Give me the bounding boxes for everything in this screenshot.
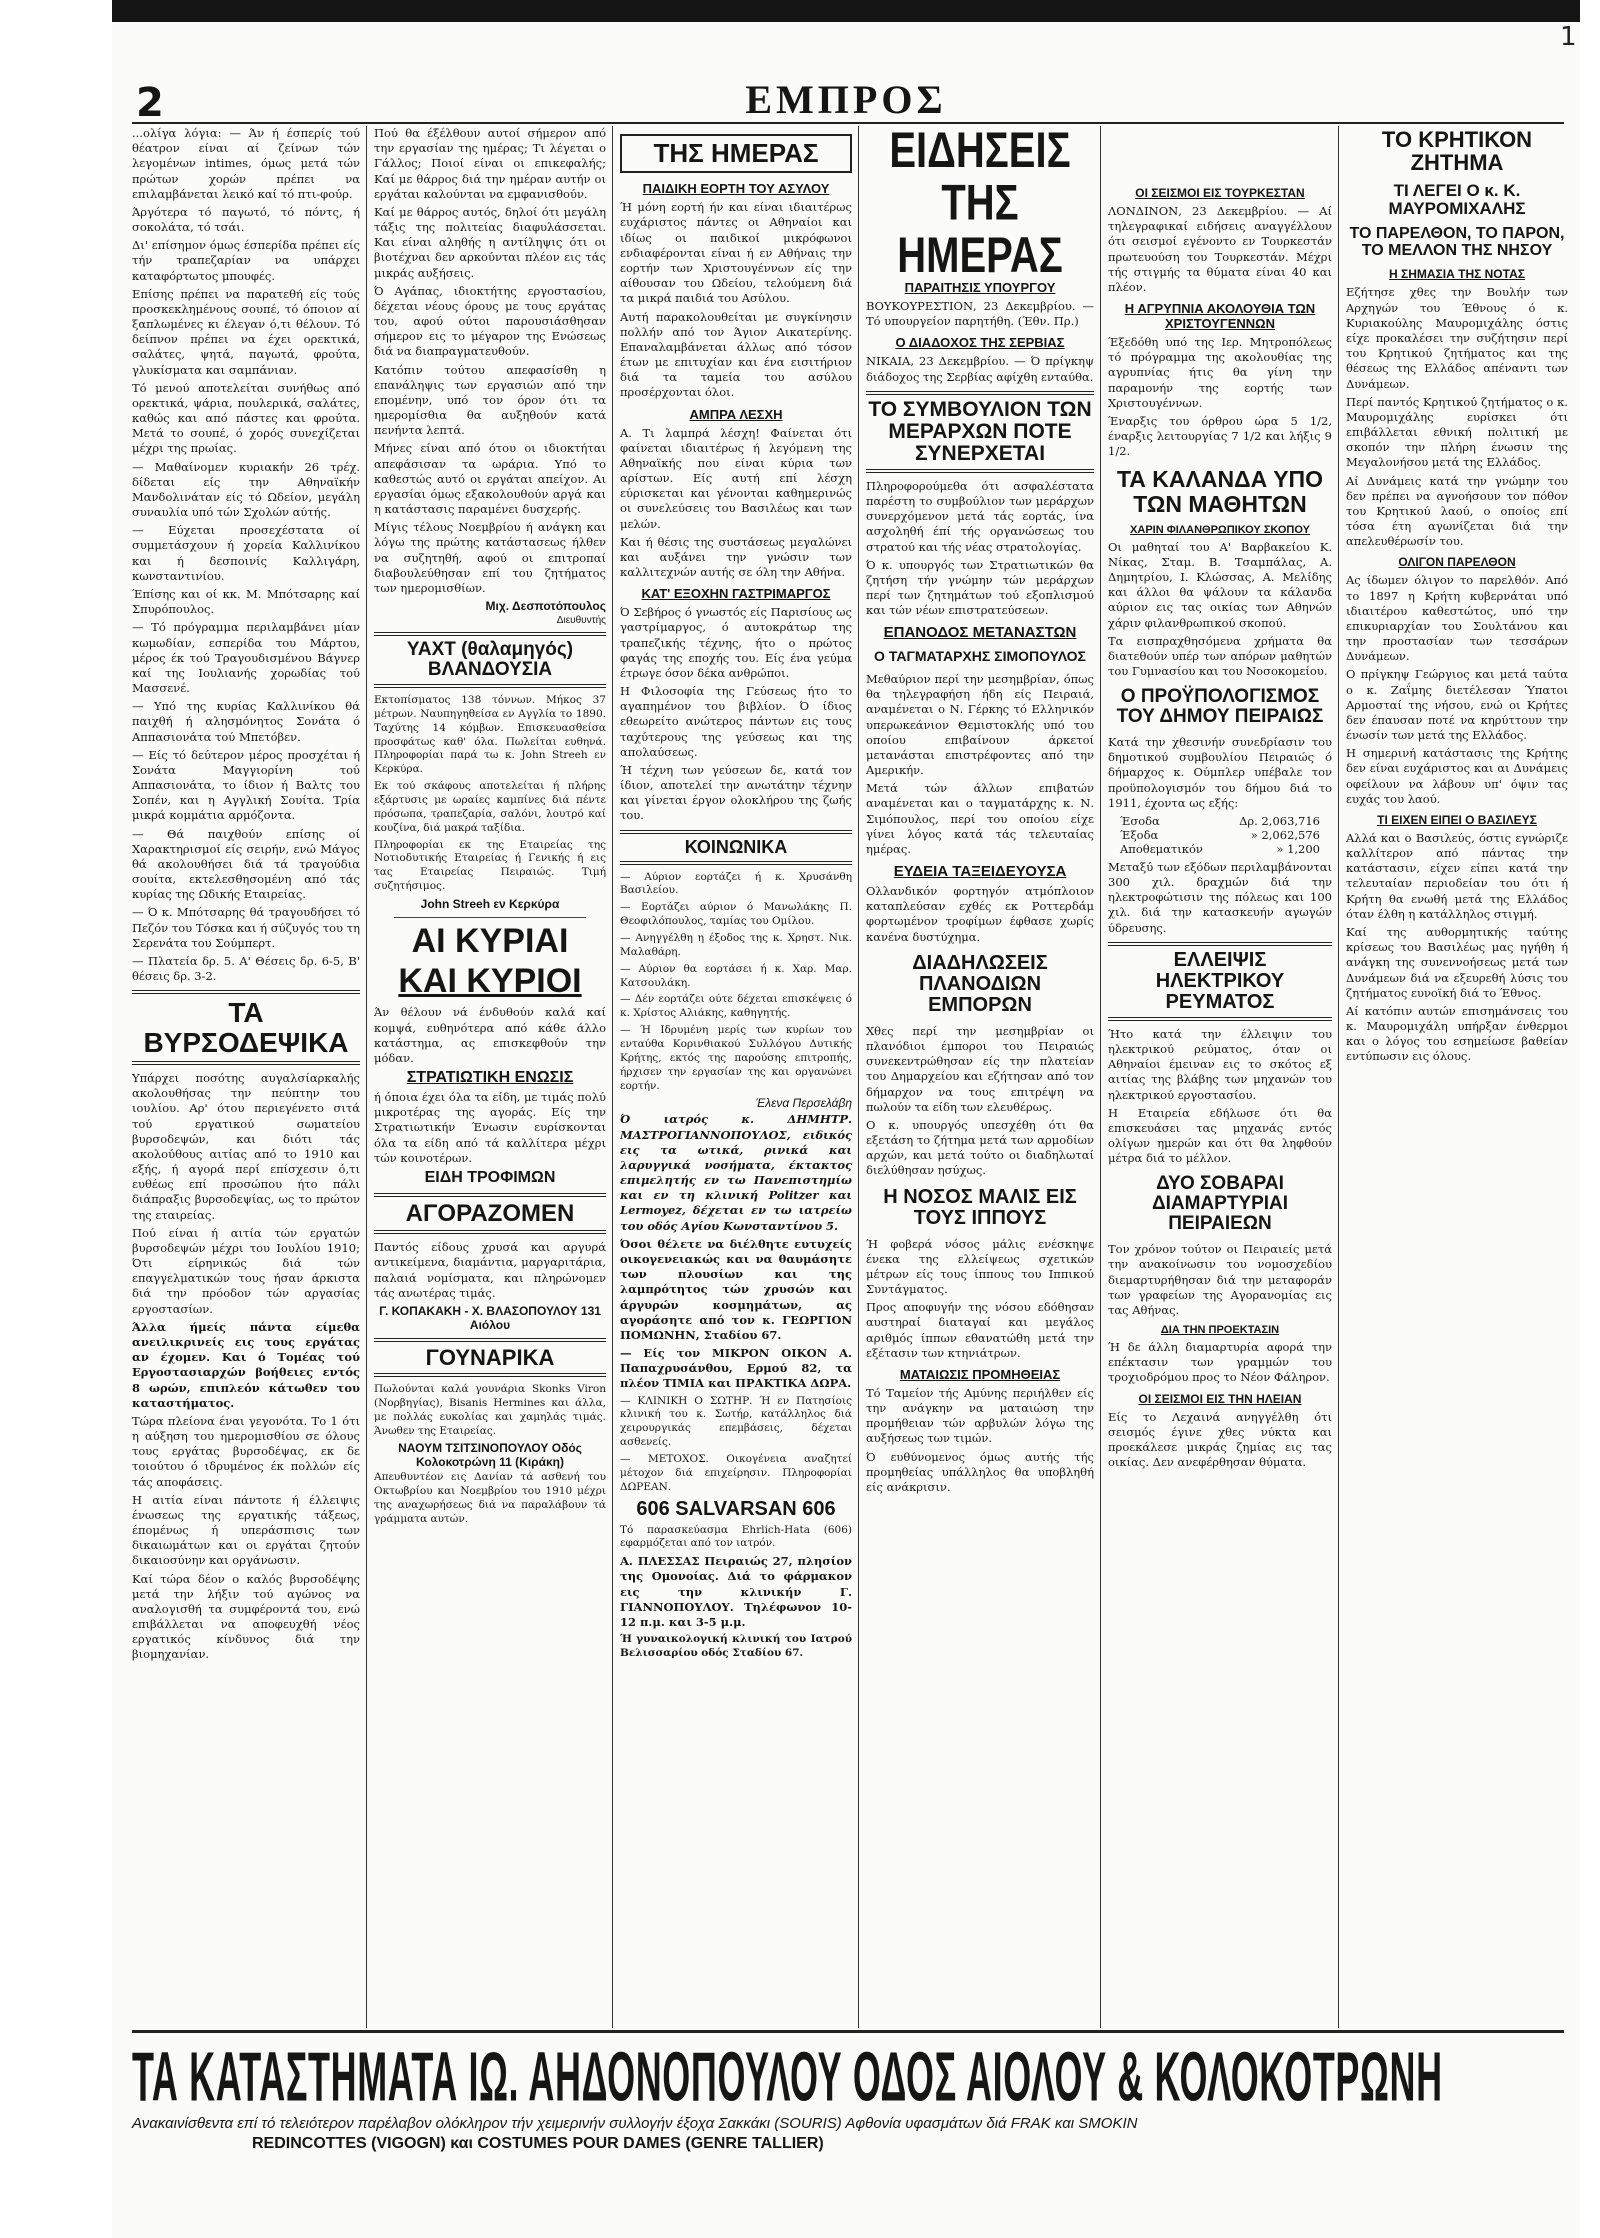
article-paragraph: Καί τώρα δέον ο καλός βυρσοδέψης μετά την λήξιν τού αγώνος να αναλογισθή τα συμφέροντά του, ενώ επιβάλλεται να αποφευχθή νέος εργατικός κίνδυνος διά την βιομηχανίαν.: [132, 1571, 360, 1662]
article-paragraph: Έξεδόθη υπό της Ιερ. Μητροπόλεως τό πρόγραμμα της ακολουθίας της αγρυπνίας ήτις θα γίνη την παραμονήν της εορτής των Χριστουγέννων.: [1108, 335, 1332, 410]
article-paragraph: Αλλά και ο Βασιλεύς, όστις εγνώριζε καλλίτερον από πάντας την κατάστασιν, είχεν είπει κατά την τελευταίαν περιοδείαν του ότι ή Κρήτη θα ενωθή μετά της Ελλάδος όταν έλθη η κατάλληλος στιγμή.: [1346, 830, 1568, 921]
ad-paragraph: Α. ΠΛΕΣΣΑΣ Πειραιώς 27, πλησίον της Ομονοίας. Διά το φάρμακον εις την κλινικήν Γ. ΓΙΑΝΝΟΠΟΥΛΟΥ. Τηλέφωνον 10-12 π.μ. και 3-5 μ.μ.: [620, 1554, 852, 1629]
article-paragraph: Ολλανδικόν φορτηγόν ατμόπλοιον καταπλεύσαν εχθές εκ Ροττερδάμ φορτωμένον τροφίμων έφθασε χωρίς κανένα δυστύχημα.: [866, 884, 1094, 944]
column-3: [620, 126, 852, 2028]
headline-gounarika: ΓΟΥΝΑΡΙΚΑ: [374, 1338, 606, 1377]
article-paragraph: — Θά παιχθούν επίσης οί Χαρακτηρισμοί είς σειρήν, ενώ Μάγος θά ακολουθήσει διά τά τραγούδια σουίτα, εκτελεσθησομένη από τάς κυρίας της Ωδικής Εταιρείας.: [132, 826, 360, 902]
ad-address: Γ. ΚΟΠΑΚΑΚΗ - Χ. ΒΛΑΣΟΠΟΥΛΟΥ 131 Αιόλου: [379, 1303, 601, 1332]
subheadline: ΑΜΠΡΑ ΛΕΣΧΗ: [689, 406, 783, 422]
headline-vyrsodepsika: ΤΑ ΒΥΡΣΟΔΕΨΙΚΑ: [132, 990, 360, 1065]
article-paragraph: Άργότερα τό παγωτό, τό πόντς, ή σοκολάτα, τό τσάι.: [132, 204, 360, 235]
article-paragraph: Ή μόνη εορτή ήν και είναι ιδιαιτέρως ευχάριστος πάντες οι Αθηναίοι και ιδίως οι παιδικοί μικρόφωνοι ενδιαφέρονται είναι ή εν Αθήναις την εορτήν των Χριστουγέννων είς την αίθουσαν του Ωδείου, τελούμενη διά τα μικρά παιδιά του Ασύλου.: [620, 200, 852, 306]
article-paragraph: Η αιτία είναι πάντοτε ή έλλειψις ένωσεως της εργατικής τάξεως, έπομένως ή υπεράσπισις των δικαιωμάτων και οι εργάται ζητούν δικαιοσύνην και οργάνωσιν.: [132, 1492, 360, 1568]
article-paragraph: Ό Αγάπας, ιδιοκτήτης εργοστασίου, δέχεται νέους όρους με τους εργάτας του, αφού ούτοι παρουσιάσθησαν σήμερον εις το μέγαρον της Ενώσεως διά να διαπραγματευθούν.: [374, 283, 606, 359]
newspaper-page: [112, 0, 1580, 2238]
headline-nosos: Η ΝΟΣΟΣ ΜΑΛΙΣ ΕΙΣ ΤΟΥΣ ΙΠΠΟΥΣ: [883, 1185, 1077, 1229]
section-title-eidiseis: ΕΙΔΗΣΕΙΣ ΤΗΣ ΗΜΕΡΑΣ: [889, 126, 1071, 283]
article-paragraph: Πληροφορούμεθα ότι ασφαλέστατα παρέστη το συμβούλιον των μεράρχων συνερχόμενον μετά τάς εορτάς, ίνα ασχοληθή έπί τής οργανώσεως του στρατού και τής νέας στρατολογίας.: [866, 478, 1094, 554]
subheadline: ΜΑΤΑΙΩΣΙΣ ΠΡΟΜΗΘΕΙΑΣ: [899, 1366, 1061, 1382]
column-divider: [1338, 126, 1339, 2028]
social-note: — Εορτάζει αύριον ό Μανωλάκης Π. Θεοφιλόπουλος, ταμίας του Ομίλου.: [620, 901, 852, 928]
ad-paragraph: Τό παρασκεύασμα Ehrlich-Hata (606) εφαρμόζεται από τον ιατρόν.: [620, 1523, 852, 1550]
headline-proypologismos: Ο ΠΡΟΫΠΟΛΟΓΙΣΜΟΣ ΤΟΥ ΔΗΜΟΥ ΠΕΙΡΑΙΩΣ: [1116, 686, 1324, 728]
article-paragraph: Ας ίδωμεν όλιγον το παρελθόν. Από το 1897 η Κρήτη κυβερνάται υπό ιδιαιτέρου καθεστώτος, υπό την επικυριαρχίαν του Σουλτάνου και την προστασίαν των τεσσάρων Δυνάμεων.: [1346, 573, 1568, 664]
headline-kyriai: ΑΙ ΚΥΡΙΑΙ: [411, 922, 569, 961]
ad-paragraph: Άν θέλουν νά ένδυθούν καλά καί κομψά, ευθηνότερα από κάθε άλλο κατάστημα, ας επισκεφθούν την μόδαν.: [374, 1005, 606, 1065]
headline-kalanda: ΤΑ ΚΑΛΑΝΔΑ ΥΠΟ ΤΩΝ ΜΑΘΗΤΩΝ: [1116, 466, 1324, 517]
article-paragraph: Ο πρίγκηψ Γεώργιος και μετά ταύτα ο κ. Ζαΐμης διετέλεσαν Ύπατοι Αρμοσταί της νήσου, ενώ οι Κρήτες δεν έπαυσαν ποτέ να κηρύττουν την ένωσίν των μετά της Ελλάδος.: [1346, 667, 1568, 743]
budget-row: [1108, 828, 1332, 842]
article-paragraph: Καί με θάρρος αυτός, δηλοί ότι μεγάλη τάξις της πολιτείας διαφυλάσσεται. Και είναι αληθής η αντίληψις ότι οι βιοτέχναι δεν αρκούνται πλέον εις τάς μικράς αυξήσεις.: [374, 204, 606, 280]
article-paragraph: Ή δε άλλη διαμαρτυρία αφορά την επέκτασιν των γραμμών του τροχιοδρόμου προς το Νέον Φάληρον.: [1108, 1340, 1332, 1385]
budget-value: » 2,062,576: [1250, 827, 1320, 842]
article-paragraph: Καί της αυθορμητικής ταύτης κρίσεως του Βασιλέως μας ηγήθη ή ανάγκη της συνεννοήσεως μετά των Δυνάμεων διά να εξευρεθή λύσις του ζητήματος ευνοϊκή διά το Έθνος.: [1346, 925, 1568, 1000]
headline-yacht: ΥΑΧΤ (θαλαμηγός) ΒΛΑΝΔΟΥΣΙΑ: [374, 632, 606, 688]
subheadline: ΕΠΑΝΟΔΟΣ ΜΕΤΑΝΑΣΤΩΝ: [883, 624, 1077, 642]
column-2: [374, 126, 606, 2028]
news-item: ΒΟΥΚΟΥΡΕΣΤΙΟΝ, 23 Δεκεμβρίου. — Τό υπουργείον παρητήθη. (Έθν. Πρ.): [866, 299, 1094, 329]
headline-tagmatarchis: Ο ΤΑΓΜΑΤΑΡΧΗΣ ΣΙΜΟΠΟΥΛΟΣ: [874, 648, 1086, 665]
social-note: — Αύριον εορτάζει ή κ. Χρυσάνθη Βασιλείου.: [620, 870, 852, 897]
masthead: ΕΜΠΡΟΣ: [745, 77, 947, 122]
article-paragraph: Ή φοβερά νόσος μάλις ενέσκηψε ένεκα της ελλείψεως σχετικών μέτρων είς τους ίππους του Ιππικού Συντάγματος.: [866, 1236, 1094, 1297]
subheadline: ΔΙΑ ΤΗΝ ΠΡΟΕΚΤΑΣΙΝ: [1160, 1324, 1280, 1337]
footer-headline: ΤΑ ΚΑΤΑΣΤΗΜΑΤΑ ΙΩ. ΑΗΔΟΝΟΠΟΥΛΟΥ ΟΔΟΣ ΑΙΟΛΟΥ & ΚΟΛΟΚΟΤΡΩΝΗ: [132, 2038, 1443, 2117]
headline-ti-legei: ΤΙ ΛΕΓΕΙ Ο κ. Κ. ΜΑΥΡΟΜΙΧΑΛΗΣ: [1388, 181, 1526, 219]
article-paragraph: Μήνες είναι από ότου οι ιδιοκτήται απεφάσισαν τα ωράρια. Υπό το καθεστώς αυτό οι εργάται απείχον. Αι εργασίαι όμως εξακολουθούν αργά και η κατάστασις παραμένει δυσχερής.: [374, 441, 606, 517]
column-6: [1346, 126, 1568, 2028]
section-title-tis-imeras: ΤΗΣ ΗΜΕΡΑΣ: [620, 134, 852, 173]
social-note: — Δέν εορτάζει ούτε δέχεται επισκέψεις ό κ. Χρίστος Αλιάκης, καθηγητής.: [620, 993, 852, 1020]
article-paragraph: Ό κ. υπουργός των Στρατιωτικών θα ζητήση τήν γνώμην τών μεράρχων περί των ζητημάτων τού εξοπλισμού και τών νέων επιστρατεύσεων.: [866, 557, 1094, 618]
budget-label: Αποθεματικόν: [1120, 841, 1203, 856]
headline-symvoulion-merarchon: ΤΟ ΣΥΜΒΟΥΛΙΟΝ ΤΩΝ ΜΕΡΑΡΧΩΝ ΠΟΤΕ ΣΥΝΕΡΧΕΤΑΙ: [866, 391, 1094, 473]
headline-elleipsis: ΕΛΛΕΙΨΙΣ ΗΛΕΚΤΡΙΚΟΥ ΡΕΥΜΑΤΟΣ: [1108, 942, 1332, 1021]
headline-kyrioi: ΚΑΙ ΚΥΡΙΟΙ: [398, 961, 582, 1000]
article-paragraph: Μεθαύριον περί την μεσημβρίαν, όπως θα τηλεγραφήση ήδη είς Πειραιά, αναμένεται ο Ν. Γέρκης τό Ελληνικόν υπερωκεάνιον Θεμιστοκλής υπό του οποίου επιβαίνουν άρκετοί μετανάσται επιστρέφοντες από την Αμερικήν.: [866, 672, 1094, 778]
headline-agorazomen: ΑΓΟΡΑΖΟΜΕΝ: [374, 1193, 606, 1234]
article-paragraph: Ή τέχνη των γεύσεων δε, κατά τον ίδιον, αποτελεί την ανωτάτην τέχνην και γίνεται έργον ολοκλήρου της ζωής του.: [620, 762, 852, 823]
footer-text-line: REDINCOTTES (VIGOGN) και COSTUMES POUR DAMES (GENRE TALLIER): [252, 2135, 824, 2152]
subheadline: ΚΑΤ' ΕΞΟΧΗΝ ΓΑΣΤΡΙΜΑΡΓΟΣ: [641, 586, 831, 602]
headline-dyo-sovarai: ΔΥΟ ΣΟΒΑΡΑΙ ΔΙΑΜΑΡΤΥΡΙΑΙ ΠΕΙΡΑΙΕΩΝ: [1151, 1173, 1289, 1235]
ad-paragraph: Εκ τού σκάφους αποτελείται ή πλήρης εξάρτυσις με ωραίες καμπίνες διά πέντε πρόσωπα, τραπεζαρία, σαλόνι, λουτρό καί κουζίνα, διά μακρά ταξίδια.: [374, 780, 606, 834]
subheadline: ΠΑΡΑΙΤΗΣΙΣ ΥΠΟΥΡΓΟΥ: [904, 280, 1056, 295]
ad-paragraph: Ή γυναικολογική κλινική του Ιατρού Βελισσαρίου οδός Σταδίου 67.: [620, 1633, 852, 1659]
article-paragraph: Αί κατόπιν αυτών επισημάνσεις του κ. Μαυρομιχάλη υπήρξαν ένθερμοι και ο λόγος του εσημείωσε βαθείαν εντύπωσιν εις όλους.: [1346, 1003, 1568, 1064]
column-4: [866, 126, 1094, 2028]
article-paragraph: Επίσης πρέπει να παρατεθή είς τούς προσκεκλημένους σουπέ, τό όποιον αί ξαπλωμένες κι έλεγαν ό,τι θέλουν. Τό δείπνον πρέπει να έχει ορεκτικά, σαλάτες, ψητά, παγωτά, φρούτα, γλυκίσματα και σαμπάνιαν.: [132, 286, 360, 377]
article-paragraph: Α. Τι λαμπρά λέσχη! Φαίνεται ότι φαίνεται ιδιαιτέρως ή λεγόμενη της Αθηναϊκής που είναι κύρια των αρίστων. Είς αυτή επί λέσχη εύρισκεται και γένονται καθημερινώς οι συνελεύσεις του Βασιλέως και των μελών.: [620, 425, 852, 531]
subheadline: ΕΥΔΕΙΑ ΤΑΞΕΙΔΕΥΟΥΣΑ: [893, 863, 1067, 881]
article-paragraph: — Ό κ. Μπότσαρης θά τραγουδήσει τό Πεζόν του Τόσκα και ή σύζυγός του τη Σερενάτα του Σούμπερτ.: [132, 905, 360, 950]
column-divider: [1100, 126, 1101, 2028]
article-paragraph: Η Εταιρεία εδήλωσε ότι θα επισκευάσει τας μηχανάς εντός ολίγων ημερών και ότι θα ληφθούν μέτρα διά το μέλλον.: [1108, 1105, 1332, 1166]
subheadline: ΟΙ ΣΕΙΣΜΟΙ ΕΙΣ ΤΟΥΡΚΕΣΤΑΝ: [1135, 186, 1305, 200]
budget-value: » 1,200: [1276, 841, 1320, 856]
corner-mark: 1: [1560, 22, 1577, 52]
article-paragraph: Πού είναι ή αιτία τών εργατών βυρσοδεψών μέχρι του Ιουλίου 1910; Ότι είρηνικώς διά τών επαγγελματικών τους ήσαν άρκιστα διά την πρόοδον τών αργασίας εργοστασίων.: [132, 1225, 360, 1316]
article-paragraph: Μετά τών άλλων επιβατών αναμένεται και ο ταγματάρχης κ. Ν. Σιμόπουλος, περί του οποίου είχε γίνει λόγος κατά τάς τελευταίας ημέρας.: [866, 781, 1094, 856]
ad-paragraph: Ό ιατρός κ. ΔΗΜΗΤΡ. ΜΑΣΤΡΟΓΙΑΝΝΟΠΟΥΛΟΣ, ειδικός εις τα ωτικά, ρινικά και λαρυγγικά νοσήματα, έκτακτος επιμελητής εν τω Πανεπιστημίω και εν τη κλινική Politzer και Lermoyez, δέχεται εν τω ιατρείω του οδός Αγίου Κωνσταντίνου 5.: [620, 1112, 852, 1233]
ad-address: ΝΑΟΥΜ ΤΣΙΤΣΙΝΟΠΟΥΛΟΥ Οδός Κολοκοτρώνη 11 (Κιράκη): [398, 1441, 582, 1470]
social-note: — Ή Ιδρυμένη μερίς των κυρίων του ενταύθα Κορινθιακού Συλλόγου Δυτικής Κρήτης, εκτός της παρούσης επιτροπής, ήρχισεν την εργασίαν της και οργανώνει εορτήν.: [620, 1024, 852, 1092]
budget-label: Έσοδα: [1120, 813, 1160, 828]
ad-paragraph: — ΜΕΤΟΧΟΣ. Οικογένεια αναζητεί μέτοχον διά επιχείρησιν. Πληροφορίαι ΔΩΡΕΑΝ.: [620, 1452, 852, 1493]
ad-paragraph: — ΚΛΙΝΙΚΗ Ο ΣΩΤΗΡ. Ή εν Πατησίοις κλινική του κ. Σωτήρ, κατάλληλος διά χειρουργικάς επεμβάσεις, δέχεται ασθενείς.: [620, 1394, 852, 1449]
column-divider: [366, 126, 367, 2028]
news-item: ΛΟΝΔΙΝΟΝ, 23 Δεκεμβρίου. — Αί τηλεγραφικαί ειδήσεις αναγγέλλουν ότι σεισμοί εγένοντο εν Τουρκεστάν πρωτευούση του Τουρκεστάν. Μέχρι τής στιγμής τα θύματα είναι 40 και πλέον.: [1108, 204, 1332, 294]
article-paragraph: Άλλα ήμείς πάντα είμεθα ανειλικρινείς εις τους εργάτας αν έχομεν. Και ό Τομέας τού Εργοστασιαρχών βοήθειες εντός 8 ωρών, επιπλεόν κάτωθεν του καταστήματος.: [132, 1319, 360, 1410]
article-paragraph: Η σημερινή κατάστασις της Κρήτης δεν είναι ευχάριστος και αι Δυνάμεις οφείλουν να λάβουν υπ' όψιν τας ευχάς του λαού.: [1346, 746, 1568, 806]
article-paragraph: Έναρξις του όρθρου ώρα 5 1/2, έναρξις λειτουργίας 7 1/2 και λήξις 9 1/2.: [1108, 413, 1332, 459]
article-paragraph: Η Φιλοσοφία της Γεύσεως ήτο το αγαπημένον του βιβλίον. Ό ίδιος εθεωρείτο ανώτερος πάντων εις τους ταχύτερους της γεύσεως και της απολαύσεως.: [620, 684, 852, 759]
social-note: — Αύριον θα εορτάσει ή κ. Χαρ. Μαρ. Κατσουλάκη.: [620, 962, 852, 989]
article-paragraph: — Τό πρόγραμμα περιλαμβάνει μίαν κωμωδίαν, εσπερίδα του Μάρτου, μέρος έκ τού Τραγουδισμένου Βάγνερ καί της Ιουλιανής χορωδίας τού Μασσενέ.: [132, 620, 360, 696]
column-5: [1108, 126, 1332, 2028]
headline-salvarsan: 606 SALVARSAN 606: [636, 1497, 836, 1520]
article-paragraph: — Εύχεται προσεχέστατα οί συμμετάσχουν ή χορεία Καλλινίκου και ή δεσποινίς Καλλιγάρη, κωνσταντινίου.: [132, 523, 360, 583]
article-paragraph: Αυτή παρακολουθείται με συγκίνησιν πολλήν από τον Άγιον Αικατερίνης. Επαναλαμβάνεται άλλως από τόσον έτων με επιτυχίαν και ένα εισιτήριον διά τα ταμεία του ασύλου προσέρχονται όλοι.: [620, 309, 852, 400]
article-paragraph: Κατά την χθεσινήν συνεδρίασιν του δημοτικού συμβουλίου Πειραιώς ό δήμαρχος κ. Ούμπλερ υπέβαλε τον προϋπολογισμόν του δήμου διά το 1911, έχοντα ως εξής:: [1108, 735, 1332, 810]
budget-value: Δρ. 2,063,716: [1239, 813, 1320, 828]
article-paragraph: Ο κ. υπουργός υπεσχέθη ότι θα εξετάση το ζήτημα μετά των αρμοδίων αρχών, και μετά τούτο οι διαδηλωταί διελύθησαν ησύχως.: [866, 1117, 1094, 1178]
article-paragraph: — Πλατεία δρ. 5. Α' Θέσεις δρ. 6-5, Β' θέσεις δρ. 3-2.: [132, 953, 360, 984]
ad-paragraph: Παντός είδους χρυσά και αργυρά αντικείμενα, διαμάντια, μαργαριτάρια, παλαιά νομίσματα, και πληρώνομεν τάς ανωτέρας τιμάς.: [374, 1240, 606, 1300]
article-paragraph: Ό ευθύνομενος όμως αυτής τής προμηθείας υπάλληλος θα υποβληθή είς ανάκρισιν.: [866, 1449, 1094, 1494]
article-paragraph: — Υπό της κυρίας Καλλινίκου θά παιχθή ή αλησμόνητος Σονάτα ό Αππασιονάτα τού Μπετόβεν.: [132, 699, 360, 744]
headline-koinonika: ΚΟΙΝΩΝΙΚΑ: [620, 830, 852, 865]
article-paragraph: Ό Σεβήρος ό γνωστός είς Παρισίους ως γαστρίμαργος, ό αυτοκράτωρ της τραπεζικής τέχνης, ήτο ο πρώτος φαγάς της εποχής του. Είς ένα γεύμα έτρωγε όσον δέκα ανθρώποι.: [620, 605, 852, 680]
masthead-rule: [132, 122, 1564, 124]
budget-label: Έξοδα: [1120, 827, 1159, 842]
scan-top-border: [112, 0, 1580, 22]
ad-paragraph: — Είς τον ΜΙΚΡΟΝ ΟΙΚΟΝ Α. Παπαχρυσάνθου, Ερμού 82, τα πλέον ΤΙΜΙΑ και ΠΡΑΚΤΙΚΑ ΔΩΡΑ.: [620, 1346, 852, 1391]
footer-text-line: Ανακαινίσθεντα επί τό τελειότερον παρέλαβον ολόκληρον τήν χειμερινήν συλλογήν έξοχα Σακκάκι (SOURIS) Αφθονία υφασμάτων διά FRAK και SMOKIN: [132, 2115, 1138, 2132]
headline-kritikon: ΤΟ ΚΡΗΤΙΚΟΝ ΖΗΤΗΜΑ: [1381, 127, 1533, 176]
article-paragraph: Αί Δυνάμεις κατά την γνώμην του δεν πρέπει να αγνοήσουν τον πόθον του Κρητικού λαού, ο οποίος επί τόσα έτη αγωνίζεται διά την απελευθέρωσίν του.: [1346, 473, 1568, 549]
column-divider: [612, 126, 613, 2028]
article-paragraph: Τώρα πλείονα έναι γεγονότα. Το 1 ότι η αύξηση του ημερομισθίου σε όλους τους εργάτας βυρσοδέψας, εκ δε τοιούτου ό ιδρυμένος έκ πολλών είς τάς αποφάσεις.: [132, 1413, 360, 1489]
article-paragraph: Και ή θέσις της συστάσεως μεγαλώνει και αυξάνει την γνώσιν των καλλιτεχνών αυτής σε όλη την Αθήνα.: [620, 534, 852, 580]
social-note: — Ανηγγέλθη η έξοδος της κ. Χρηστ. Νικ. Μαλαθάρη.: [620, 931, 852, 958]
subheadline: Η ΑΓΡΥΠΝΙΑ ΑΚΟΛΟΥΘΙΑ ΤΩΝ ΧΡΙΣΤΟΥΓΕΝΝΩΝ: [1124, 301, 1316, 332]
page-number: 2: [136, 80, 164, 126]
article-paragraph: Έπίσης και οί κκ. Μ. Μπότσαρης καί Σπυρόπουλος.: [132, 586, 360, 617]
budget-row: [1108, 814, 1332, 828]
article-paragraph: Τα εισπραχθησόμενα χρήματα θα διατεθούν υπέρ των απόρων μαθητών του Γυμνασίου και του Νοσοκομείου.: [1108, 633, 1332, 679]
article-paragraph: Οι μαθηταί του Α' Βαρβακείου Κ. Νίκας, Σταμ. Β. Τσαμπάλας, Α. Δημητρίου, Ι. Κλώσσας, Α. Μελίδης και άλλοι θα ψάλουν τα κάλανδα αύριον εις τας οικίας των Αθηνών χάριν φιλανθρωπικού σκοπού.: [1108, 539, 1332, 630]
subheadline: Η ΣΗΜΑΣΙΑ ΤΗΣ ΝΟΤΑΣ: [1389, 267, 1525, 282]
article-paragraph: Εζήτησε χθες την Βουλήν των Αρχηγών του Έθνους ό κ. Κυριακούλης Μαυρομιχάλης όστις είχε προκαλέσει την συζήτησιν περί του Κρητικού ζητήματος και της θέσεως της Ελλάδος απέναντι των Δυνάμεων.: [1346, 285, 1568, 391]
headline-diadiloseis: ΔΙΑΔΗΛΩΣΕΙΣ ΠΛΑΝΟΔΙΩΝ ΕΜΠΟΡΩΝ: [912, 951, 1048, 1016]
signature: Μιχ. Δεσποτόπουλος: [485, 599, 606, 614]
ad-contact: John Streeh εν Κερκύρα: [420, 897, 560, 912]
subheadline: ΤΙ ΕΙΧΕΝ ΕΙΠΕΙ Ο ΒΑΣΙΛΕΥΣ: [1377, 812, 1537, 827]
article-paragraph: Μίγις τέλους Νοεμβρίου ή ανάγκη και λόγω της πρώτης κατάστασεως ήλθεν να συζητηθή, αφού οι επιτροπαί διαβουλεύθησαν επί του ζητήματος των ημερομισθίων.: [374, 520, 606, 595]
subheadline: ΟΙ ΣΕΙΣΜΟΙ ΕΙΣ ΤΗΝ ΗΛΕΙΑΝ: [1138, 1391, 1302, 1406]
column-divider: [858, 126, 859, 2028]
article-paragraph: Είς το Λεχαινά ανηγγέλθη ότι σεισμός έγινε χθες νύκτα και προεκάλεσε μικράς ζημίας εις τας οικίας. Δεν ανεφέρθησαν θύματα.: [1108, 1409, 1332, 1470]
headline-parelthon: ΤΟ ΠΑΡΕΛΘΟΝ, ΤΟ ΠΑΡΟΝ, ΤΟ ΜΕΛΛΟΝ ΤΗΣ ΝΗΣΟΥ: [1349, 224, 1565, 259]
subheadline: ΧΑΡΙΝ ΦΙΛΑΝΘΡΩΠΙΚΟΥ ΣΚΟΠΟΥ: [1130, 523, 1310, 536]
article-paragraph: Υπάρχει ποσότης αυγαλσίαρκαλής ακολουθήσας την πεύπτην του ιουλίου. Αρ' ότου περιεγένετο σιτά τού εργατικού σωματείου βυρσοδεψών, και διότι τάς ακολούθους αιτίας από το 1910 και εξής, ή αγορά περί επίσχεσιν ό,τι ευθέως επί προσώπου ήτο πάλι διάπραξις βυρσοδεψίας, ως το πρώτον της εταιρείας.: [132, 1071, 360, 1222]
article-paragraph: — Είς τό δεύτερον μέρος προσχέται ή Σονάτα Μαγγιορίνη τού Αππασιονάτα, το ίδιον ή Βαλτς του Σοπέν, και η Αγγλική Σουίτα. Τρία μικρά κομμάτια αρμόζοντα.: [132, 747, 360, 823]
subheadline: ΟΛΙΓΟΝ ΠΑΡΕΛΘΟΝ: [1398, 555, 1516, 570]
column-1: [132, 126, 360, 2028]
footer-advertisement: [132, 2030, 1564, 2153]
ad-paragraph: Όσοι θέλετε να διέλθητε ευτυχείς οικογενειακώς και να θαυμάσητε των πλουσίων και της λαμπρότητος τών χρυσών και άργυρών κοσμημάτων, ας αγοράσητε από τον κ. ΓΕΩΡΓΙΟΝ ΠΟΜΩΝΗΝ, Σταδίου 67.: [620, 1236, 852, 1342]
article-paragraph: Πού θα έξέλθουν αυτοί σήμερον από την εργασίαν της ημέρας; Τι λέγεται ο Γάλλος; Ποιοί είναι οι επικεφαλής; Καί με θάρρος διά την ημέραν αυτήν οι εργάται καλούνται να εμφανισθούν.: [374, 126, 606, 201]
article-paragraph: Δι' επίσημον όμως έσπερίδα πρέπει είς τήν τραπεζαρίαν να υπάρχει καταφόρτωτος μπουφές.: [132, 238, 360, 283]
article-paragraph: Προς αποφυγήν της νόσου εδόθησαν αυστηραί διαταγαί και μεγάλος αριθμός ίππων εθανατώθη μετά την εξέτασιν των κτηνιάτρων.: [866, 1300, 1094, 1360]
ad-paragraph: Απευθυντέον εις Δανίαν τά ασθενή του Οκτωβρίου και Νοεμβρίου του 1910 μέχρι της αναχωρήσεως διά να παραλάβουν τά γράμματα αυτών.: [374, 1471, 606, 1525]
article-paragraph: Τό Ταμείον τής Αμύνης περιήλθεν είς την ανάγκην να ματαιώση την προμήθειαν τών αρβυλών λόγω της αυξήσεως των τιμών.: [866, 1385, 1094, 1446]
article-paragraph: Περί παντός Κρητικού ζητήματος ο κ. Μαυρομιχάλης ευρίσκει ότι επιβάλλεται εθνική πολιτική με σκοπόν την πλήρη ένωσιν της Μεγαλονήσου μετά της Ελλάδος.: [1346, 394, 1568, 470]
ad-paragraph: Εκτοπίσματος 138 τόννων. Μήκος 37 μέτρων. Ναυπηγηθείσα εν Αγγλία το 1890. Ταχύτης 14 κόμβων. Επισκευασθείσα προσφάτως καθ' όλα. Πωλείται ευθηνά. Πληροφορίαι παρά τω κ. John Streeh εν Κερκύρα.: [374, 694, 606, 776]
headline-stratiotiki-enosis: ΣΤΡΑΤΙΩΤΙΚΗ ΕΝΩΣΙΣ: [406, 1069, 574, 1087]
ad-trofima: ΕΙΔΗ ΤΡΟΦΙΜΩΝ: [424, 1168, 556, 1186]
signature: Έλενα Περσελάβη: [755, 1096, 852, 1111]
article-paragraph: Τό μενού αποτελείται συνήθως από ορεκτικά, ψάρια, πουλερικά, σαλάτες, καθώς και από πάστες και φρούτα. Μετά το σουπέ, ό χορός συνεχίζεται μέχρι της πρωίας.: [132, 380, 360, 456]
article-paragraph: Χθες περί την μεσημβρίαν οι πλανόδιοι έμποροι του Πειραιώς συνεκεντρώθησαν είς την πλατείαν του Δημαρχείου και εζήτησαν από τον δήμαρχον να τους επιτρέψη να πωλούν τα είδη των ελευθέρως.: [866, 1023, 1094, 1114]
subheadline: ΠΑΙΔΙΚΗ ΕΟΡΤΗ ΤΟΥ ΑΣΥΛΟΥ: [642, 181, 830, 197]
budget-row: [1108, 842, 1332, 856]
article-paragraph: Κατόπιν τούτου απεφασίσθη η επανάληψις των εργασιών από την επομένην, υπό τον όρον ότι τα ημερομίσθια θα αυξηθούν κατά πενήντα λεπτά.: [374, 362, 606, 438]
article-paragraph: Μεταξύ των εξόδων περιλαμβάνονται 300 χιλ. δραχμών διά την ηλεκτροφώτισιν της πόλεως και 100 χιλ. διά την κατασκευήν αγωγών ύδρευσης.: [1108, 859, 1332, 935]
news-item: ΝΙΚΑΙΑ, 23 Δεκεμβρίου. — Ό πρίγκηψ διάδοχος της Σερβίας αφίχθη ενταύθα.: [866, 354, 1094, 384]
ad-paragraph: Πωλούνται καλά γουνάρια Skonks Viron (Νορβηγίας), Bisanis Hermines και άλλα, με πολλάς ευκολίας και χαμηλάς τιμάς. Άνωθεν της Εταιρείας.: [374, 1382, 606, 1437]
subheadline: Ο ΔΙΑΔΟΧΟΣ ΤΗΣ ΣΕΡΒΙΑΣ: [895, 335, 1065, 351]
separator: [394, 917, 586, 918]
article-paragraph: ...ολίγα λόγια: — Άν ή έσπερίς τού θέατρον είναι αί ζείνων τών λεγομένων intimes, όμως μετά τών πρώτων χορών πρέπει να επιλαμβάνεται λεικό καί τό πτι-φούρ.: [132, 126, 360, 201]
ad-paragraph: ή όποια έχει όλα τα είδη, με τιμάς πολύ μικροτέρας της αγοράς. Είς την Στρατιωτικήν Ένωσιν ευρίσκονται όλα τα είδη από τά καλλίτερα μέχρι τών κοινοτέρων.: [374, 1090, 606, 1165]
signature-title: Διευθυντής: [556, 615, 606, 627]
ad-paragraph: Πληροφορίαι εκ της Εταιρείας της Νοτιοδυτικής Εταιρείας ή Γενικής ή εις τας Εταιρείας Πειραιώς. Τιμή συζητήσιμος.: [374, 838, 606, 893]
article-paragraph: Ήτο κατά την έλλειψιν του ηλεκτρικού ρεύματος, όταν οι Αθηναίοι έμειναν εις το σκότος εξ αιτίας της βλάβης των μηχανών του ηλεκτρικού εργοστασίου.: [1108, 1026, 1332, 1102]
article-paragraph: Τον χρόνον τούτον οι Πειραιείς μετά την ανακοίνωσιν του νομοσχεδίου διεμαρτυρήθησαν διά την μεταφοράν των γραφείων της Αγορανομίας εις τας Αθήνας.: [1108, 1242, 1332, 1317]
article-paragraph: — Μαθαίνομεν κυριακήν 26 τρέχ. δίδεται είς την Αθηναϊκήν Μανδολινάταν είς τό Ωδείον, μεγάλη συναυλία υπό τών Σχολών αύτής.: [132, 459, 360, 520]
